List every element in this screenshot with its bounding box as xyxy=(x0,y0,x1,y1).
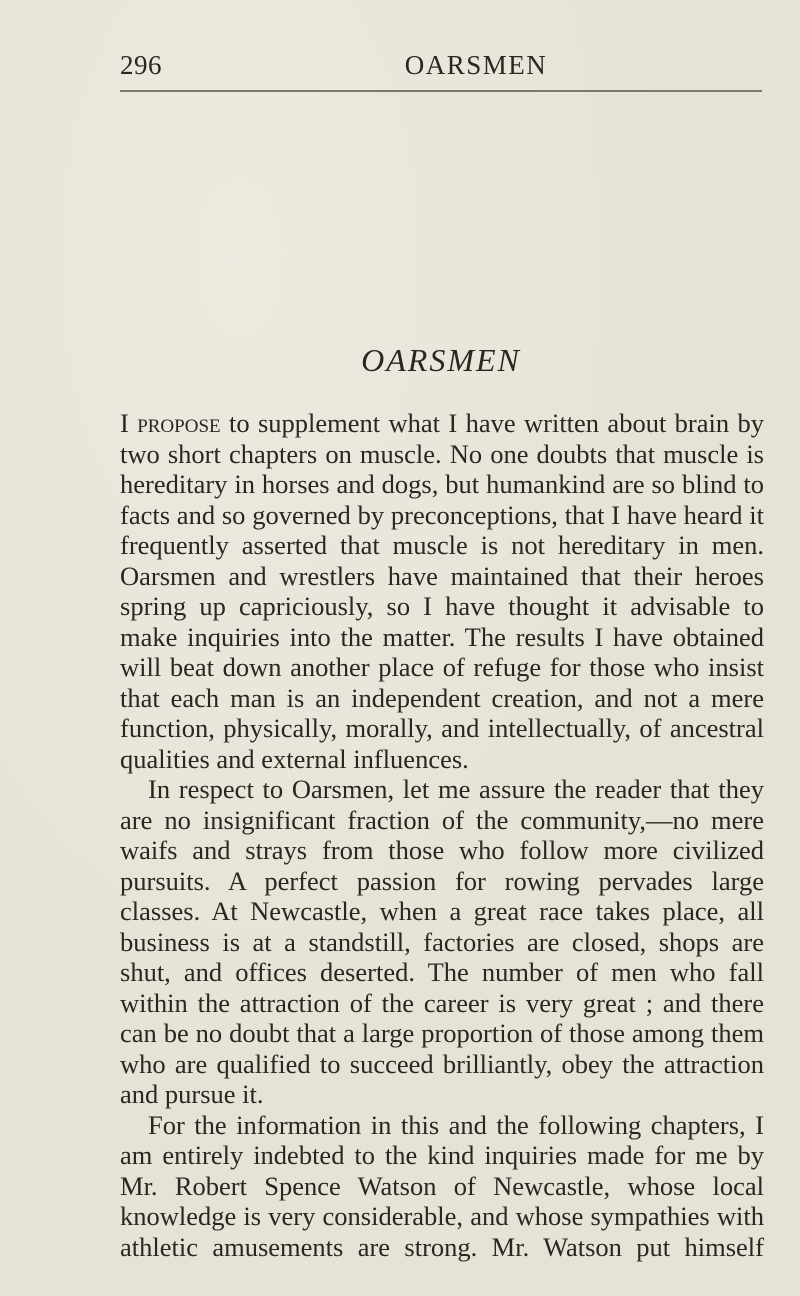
paragraph-1-lead: I propose xyxy=(120,408,221,438)
running-head xyxy=(120,50,762,84)
running-title: OARSMEN xyxy=(404,50,548,80)
header-rule xyxy=(120,90,762,92)
paragraph-1-text: to supplement what I have written about brain by two short chapters on muscle. No one doubts that muscle is hereditary in horses and dogs, but humankind are so blind to facts and so governed by preconceptions, that I have heard it frequently asserted that muscle is not hereditary in men. Oarsmen and wrestlers have maintained that their heroes spring up capriciously, so I have thought it advisable to make inquiries into the matter. The results I have obtained will beat down another place of refuge for those who insist that each man is an independent creation, and not a mere function, physically, morally, and intellectually, of ancestral qualities and external influences. xyxy=(120,408,764,774)
paragraph-3-text: For the information in this and the following chapters, I am entirely indebted to the kind inquiries made for me by Mr. Robert Spence Watson of Newcastle, whose local knowledge is very considerable, and whose sympathies with athletic amusements are strong. Mr. Watson put himself xyxy=(120,1109,764,1262)
paragraph-1 xyxy=(120,408,764,774)
page-number: 296 xyxy=(120,50,162,80)
chapter-body xyxy=(120,408,764,1262)
paragraph-2 xyxy=(120,774,764,1110)
chapter-title: OARSMEN xyxy=(361,342,521,378)
paragraph-2-text: In respect to Oarsmen, let me assure the reader that they are no insignificant fraction of the community,—no mere waifs and strays from those who follow more civilized pursuits. A perfect passion for rowing pervades large classes. At Newcastle, when a great race takes place, all business is at a standstill, factories are closed, shops are shut, and offices deserted. The number of men who fall within the attraction of the career is very great ; and there can be no doubt that a large proportion of those among them who are qualified to succeed brilliantly, obey the attraction and pursue it. xyxy=(120,774,764,1109)
paragraph-3 xyxy=(120,1110,764,1263)
